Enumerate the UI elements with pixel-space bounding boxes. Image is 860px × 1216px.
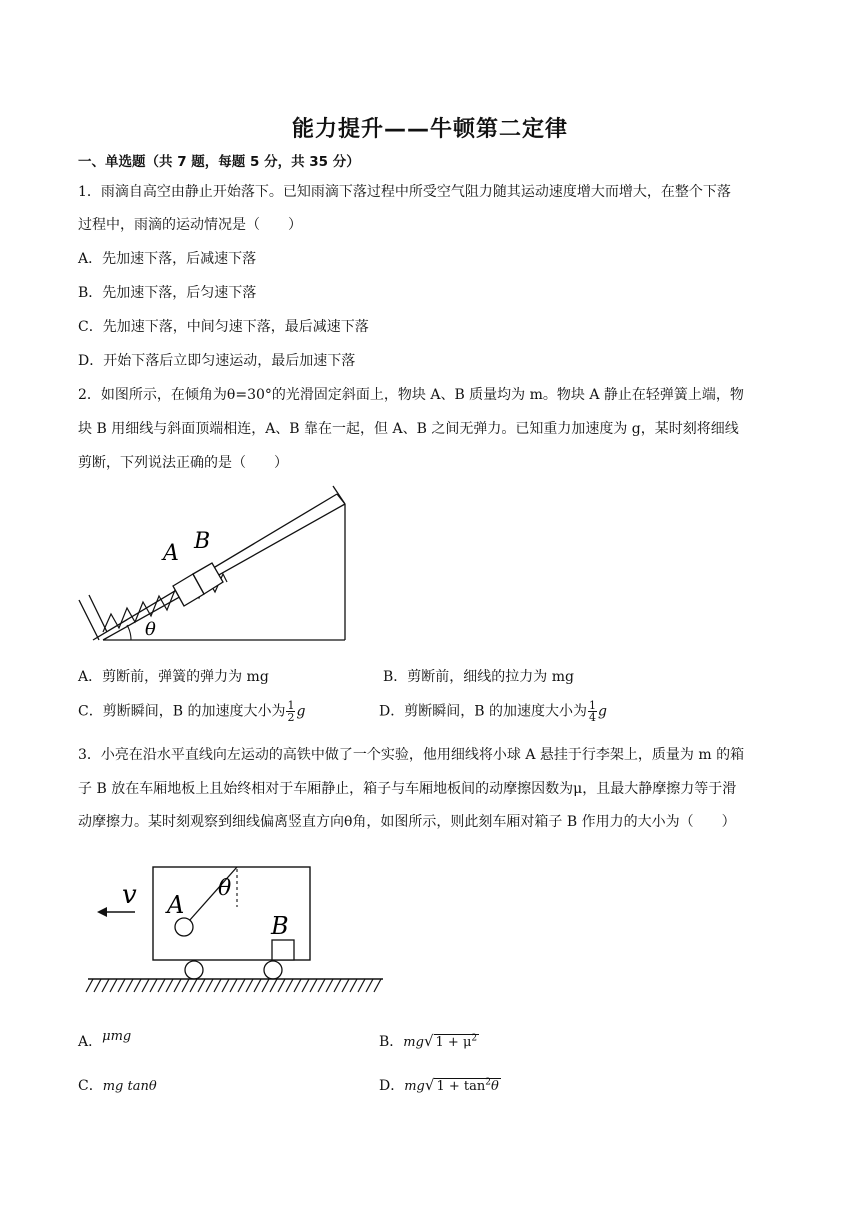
label-theta: θ (145, 619, 156, 640)
q2-stem-line1: 2．如图所示，在倾角为θ=30°的光滑固定斜面上，物块 A、B 质量均为 m。物块 A 静止在轻弹簧上端，物 (78, 387, 744, 403)
q1-stem-line2: 过程中，雨滴的运动情况是（ ） (78, 217, 302, 233)
wheel-icon (185, 961, 203, 979)
arrow-left-icon (97, 907, 107, 917)
q1-option-a: A．先加速下落，后减速下落 (78, 251, 257, 267)
label-v: v (122, 880, 137, 910)
label-a: A (163, 541, 179, 566)
q2-option-d: D．剪断瞬间，B 的加速度大小为 $\frac{1}{4}$ g (379, 699, 607, 724)
q2-option-a: A．剪断前，弹簧的弹力为 mg (78, 669, 269, 685)
q3-option-c: C．mg tanθ (78, 1078, 157, 1094)
label-b: B (194, 529, 211, 554)
q3-stem-line2: 子 B 放在车厢地板上且始终相对于车厢静止，箱子与车厢地板间的动摩擦因数为μ，且最大静摩擦力等于滑 (78, 781, 737, 797)
q3-stem-line3: 动摩擦力。某时刻观察到细线偏离竖直方向θ角，如图所示，则此刻车厢对箱子 B 作用力的大小为（ ） (78, 814, 736, 830)
wheel-icon (264, 961, 282, 979)
q1-option-d: D．开始下落后立即匀速运动，最后加速下落 (78, 353, 356, 369)
q3-option-a: A．μmg (78, 1029, 132, 1050)
label-a: A (167, 891, 185, 919)
q3-option-d: D．mg√ $1 + \tan^2\theta$ (379, 1076, 499, 1094)
q1-option-c: C．先加速下落，中间匀速下落，最后减速下落 (78, 319, 369, 335)
fraction-d: $\frac{1}{4}$ (588, 699, 596, 724)
page-title: 能力提升——牛顿第二定律 (291, 117, 568, 142)
q2-option-b: B．剪断前，细线的拉力为 mg (383, 669, 574, 685)
q3-option-b: B．mg√ $1 + \mu^2$ (379, 1032, 478, 1050)
fraction-c: $\frac{1}{2}$ (287, 699, 295, 724)
q3-stem-line1: 3．小亮在沿水平直线向左运动的高铁中做了一个实验，他用细线将小球 A 悬挂于行李架上，质量为 m 的箱 (78, 747, 745, 763)
q2-option-c: C．剪断瞬间，B 的加速度大小为 $\frac{1}{2}$ g (78, 699, 306, 724)
label-b: B (271, 912, 289, 940)
q1-stem-line1: 1．雨滴自高空由静止开始落下。已知雨滴下落过程中所受空气阻力随其运动速度增大而增大，在整个下落 (78, 184, 731, 200)
q2-stem-line3: 剪断，下列说法正确的是（ ） (78, 455, 288, 471)
ball-a-icon (175, 918, 193, 936)
train-car-figure (85, 855, 390, 1000)
box-b-icon (272, 940, 294, 960)
incline-figure (75, 482, 360, 647)
q1-option-b: B．先加速下落，后匀速下落 (78, 285, 257, 301)
q2-stem-line2: 块 B 用细线与斜面顶端相连，A、B 靠在一起，但 A、B 之间无弹力。已知重力加速度为 g，某时刻将细线 (78, 421, 739, 437)
label-theta: θ (218, 876, 232, 901)
section-heading: 一、单选题（共 7 题，每题 5 分，共 35 分） (78, 154, 360, 170)
